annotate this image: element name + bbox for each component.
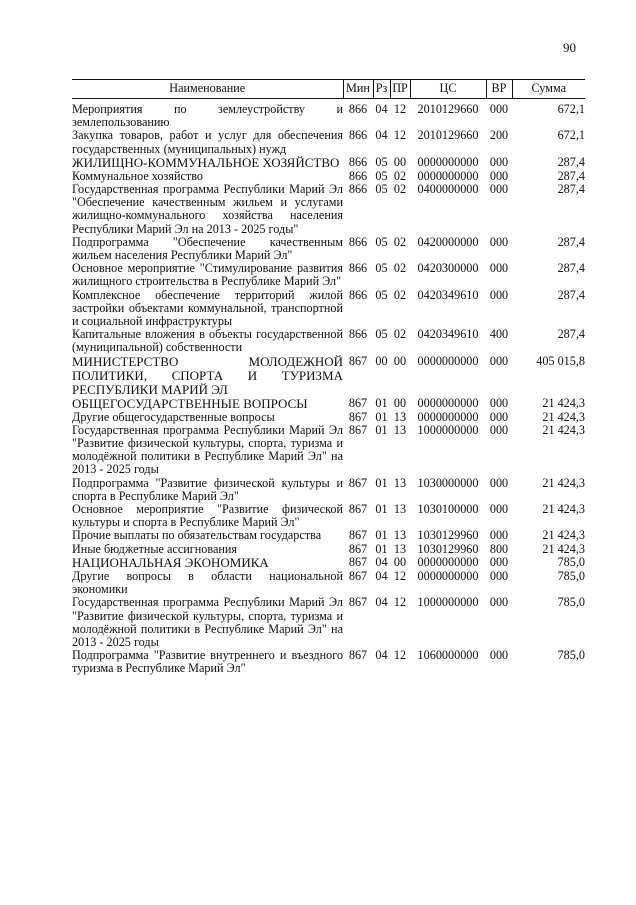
- cell-cs: 0420349610: [417, 327, 479, 342]
- table-row: [72, 183, 585, 236]
- cell-vr: 000: [489, 422, 509, 437]
- table-row: [72, 649, 585, 675]
- cell-pr: 13: [393, 502, 407, 517]
- header-min: Мин: [343, 80, 373, 99]
- cell-pr: 02: [393, 168, 407, 183]
- cell-min: 867: [348, 409, 368, 424]
- cell-vr: 400: [489, 327, 509, 342]
- table-row: [72, 477, 585, 503]
- cell-min: 867: [348, 353, 368, 368]
- cell-pr: 02: [393, 287, 407, 302]
- cell-min: 867: [348, 648, 368, 663]
- cell-pr: 13: [393, 541, 407, 556]
- cell-min: 867: [348, 475, 368, 490]
- cell-rz: 05: [375, 168, 388, 183]
- header-pr: ПР: [390, 80, 410, 99]
- cell-rz: 04: [375, 648, 388, 663]
- cell-name: Подпрограмма "Развитие физической культуры и спорта в Республике Марий Эл": [72, 475, 343, 503]
- cell-cs: 0420000000: [417, 234, 479, 249]
- cell-cs: 1030100000: [417, 502, 479, 517]
- table-row: [72, 156, 585, 170]
- cell-cs: 0000000000: [417, 395, 479, 410]
- table-row: [72, 99, 585, 130]
- table-row: [72, 543, 585, 556]
- cell-vr: 000: [489, 154, 509, 169]
- cell-vr: 000: [489, 595, 509, 610]
- cell-cs: 0000000000: [417, 409, 479, 424]
- cell-pr: 13: [393, 422, 407, 437]
- cell-vr: 000: [489, 287, 509, 302]
- cell-sum: 405 015,8: [536, 353, 585, 368]
- cell-cs: 1000000000: [417, 595, 479, 610]
- table-row: [72, 570, 585, 596]
- cell-min: 867: [348, 422, 368, 437]
- cell-cs: 1060000000: [417, 648, 479, 663]
- cell-name: Другие общегосударственные вопросы: [72, 409, 275, 424]
- cell-pr: 02: [393, 182, 407, 197]
- cell-name: Государственная программа Республики Марий Эл "Обеспечение качественным жильем и услугами жилищно-коммунального хозяйства населения Республики Марий Эл на 2013 - 2025 годы": [72, 182, 343, 236]
- cell-name: ЖИЛИЩНО-КОММУНАЛЬНОЕ ХОЗЯЙСТВО: [72, 154, 340, 170]
- cell-rz: 04: [375, 554, 388, 569]
- cell-cs: 0000000000: [417, 554, 479, 569]
- table-row: [72, 355, 585, 397]
- cell-pr: 02: [393, 327, 407, 342]
- cell-sum: 287,4: [557, 327, 585, 342]
- cell-name: НАЦИОНАЛЬНАЯ ЭКОНОМИКА: [72, 554, 269, 570]
- cell-min: 867: [348, 541, 368, 556]
- table-row: [72, 328, 585, 354]
- cell-rz: 01: [375, 502, 388, 517]
- cell-cs: 0420300000: [417, 261, 479, 276]
- cell-pr: 13: [393, 409, 407, 424]
- table-row: [72, 596, 585, 649]
- cell-min: 867: [348, 554, 368, 569]
- cell-name: Закупка товаров, работ и услуг для обеспечения государственных (муниципальных) нужд: [72, 128, 343, 156]
- cell-name: Капитальные вложения в объекты государственной (муниципальной) собственности: [72, 327, 343, 355]
- table-row: [72, 503, 585, 529]
- cell-cs: 0000000000: [417, 353, 479, 368]
- cell-sum: 287,4: [557, 287, 585, 302]
- cell-cs: 1030129960: [417, 528, 479, 543]
- cell-min: 866: [348, 168, 368, 183]
- cell-sum: 287,4: [557, 154, 585, 169]
- cell-min: 866: [348, 102, 368, 116]
- cell-vr: 000: [489, 182, 509, 197]
- cell-vr: 000: [489, 568, 509, 583]
- cell-rz: 04: [375, 128, 388, 143]
- cell-cs: 0400000000: [417, 182, 479, 197]
- cell-min: 866: [348, 287, 368, 302]
- cell-sum: 785,0: [557, 568, 585, 583]
- cell-name: Другие вопросы в области национальной экономики: [72, 568, 343, 597]
- cell-sum: 21 424,3: [542, 409, 585, 424]
- cell-vr: 000: [489, 234, 509, 249]
- cell-name: Подпрограмма "Обеспечение качественным жильем населения Республики Марий Эл": [72, 234, 343, 263]
- table-row: [72, 236, 585, 262]
- cell-rz: 05: [375, 327, 388, 342]
- cell-rz: 05: [375, 234, 388, 249]
- header-vr: ВР: [486, 80, 512, 99]
- cell-cs: 0000000000: [417, 154, 479, 169]
- cell-rz: 01: [375, 409, 388, 424]
- cell-name: Комплексное обеспечение территорий жилой застройки объектами коммунальной, транспортной и социальной инфраструктуры: [72, 287, 343, 329]
- cell-min: 866: [348, 182, 368, 197]
- cell-cs: 2010129660: [417, 102, 479, 116]
- cell-min: 867: [348, 568, 368, 583]
- cell-rz: 00: [375, 353, 388, 368]
- cell-vr: 000: [489, 528, 509, 543]
- cell-name: Подпрограмма "Развитие внутреннего и въездного туризма в Республике Марий Эл": [72, 648, 343, 676]
- cell-pr: 13: [393, 475, 407, 490]
- table-row: [72, 556, 585, 570]
- cell-pr: 00: [393, 353, 407, 368]
- cell-sum: 287,4: [557, 168, 585, 183]
- cell-sum: 21 424,3: [542, 528, 585, 543]
- cell-sum: 785,0: [557, 595, 585, 610]
- cell-pr: 12: [393, 595, 407, 610]
- cell-pr: 12: [393, 102, 407, 116]
- cell-name: Государственная программа Республики Марий Эл "Развитие физической культуры, спорта, туризма и молодёжной политики в Республике Марий Эл" на 2013 - 2025 годы: [72, 595, 343, 649]
- header-name: Наименование: [72, 80, 343, 99]
- table-body: [72, 99, 585, 676]
- cell-vr: 000: [489, 395, 509, 410]
- cell-sum: 21 424,3: [542, 502, 585, 517]
- cell-sum: 785,0: [557, 648, 585, 663]
- cell-sum: 287,4: [557, 234, 585, 249]
- cell-rz: 01: [375, 475, 388, 490]
- table-row: [72, 529, 585, 542]
- cell-cs: 0000000000: [417, 168, 479, 183]
- cell-name: МИНИСТЕРСТВО МОЛОДЕЖНОЙ ПОЛИТИКИ, СПОРТА И ТУРИЗМА РЕСПУБЛИКИ МАРИЙ ЭЛ: [72, 353, 343, 397]
- cell-rz: 05: [375, 182, 388, 197]
- cell-rz: 04: [375, 102, 388, 116]
- cell-name: Мероприятия по землеустройству и землепользованию: [72, 102, 343, 130]
- cell-sum: 287,4: [557, 261, 585, 276]
- table-header-row: [72, 80, 585, 99]
- cell-rz: 05: [375, 154, 388, 169]
- cell-sum: 287,4: [557, 182, 585, 197]
- table-row: [72, 424, 585, 477]
- cell-rz: 04: [375, 595, 388, 610]
- cell-vr: 000: [489, 475, 509, 490]
- cell-sum: 21 424,3: [542, 475, 585, 490]
- cell-rz: 05: [375, 287, 388, 302]
- cell-cs: 2010129660: [417, 128, 479, 143]
- cell-vr: 000: [489, 168, 509, 183]
- header-cs: ЦС: [410, 80, 486, 99]
- cell-pr: 00: [393, 554, 407, 569]
- cell-vr: 000: [489, 353, 509, 368]
- cell-cs: 0420349610: [417, 287, 479, 302]
- cell-vr: 200: [489, 128, 509, 143]
- cell-pr: 12: [393, 568, 407, 583]
- cell-pr: 00: [393, 154, 407, 169]
- cell-min: 867: [348, 502, 368, 517]
- cell-rz: 01: [375, 541, 388, 556]
- cell-min: 866: [348, 128, 368, 143]
- cell-sum: 21 424,3: [542, 541, 585, 556]
- cell-min: 867: [348, 528, 368, 543]
- table-row: [72, 397, 585, 411]
- cell-pr: 12: [393, 128, 407, 143]
- cell-vr: 000: [489, 409, 509, 424]
- cell-rz: 04: [375, 568, 388, 583]
- cell-vr: 000: [489, 102, 509, 116]
- cell-name: Основное мероприятие "Стимулирование развития жилищного строительства в Республике Марий Эл": [72, 261, 343, 289]
- cell-name: ОБЩЕГОСУДАРСТВЕННЫЕ ВОПРОСЫ: [72, 395, 308, 411]
- cell-vr: 000: [489, 554, 509, 569]
- cell-min: 866: [348, 154, 368, 169]
- cell-rz: 01: [375, 422, 388, 437]
- header-rz: Рз: [373, 80, 390, 99]
- table-row: [72, 289, 585, 329]
- table-row: [72, 129, 585, 155]
- budget-table: [72, 79, 585, 676]
- cell-pr: 13: [393, 528, 407, 543]
- cell-min: 867: [348, 395, 368, 410]
- cell-min: 866: [348, 327, 368, 342]
- cell-vr: 800: [489, 541, 509, 556]
- cell-sum: 21 424,3: [542, 422, 585, 437]
- cell-sum: 785,0: [557, 554, 585, 569]
- cell-cs: 1030000000: [417, 475, 479, 490]
- cell-sum: 21 424,3: [542, 395, 585, 410]
- cell-name: Государственная программа Республики Марий Эл "Развитие физической культуры, спорта, туризма и молодёжной политики в Республике Марий Эл" на 2013 - 2025 годы: [72, 422, 343, 477]
- cell-pr: 02: [393, 234, 407, 249]
- table-row: [72, 262, 585, 288]
- cell-vr: 000: [489, 648, 509, 663]
- cell-min: 866: [348, 261, 368, 276]
- cell-rz: 01: [375, 528, 388, 543]
- cell-vr: 000: [489, 261, 509, 276]
- cell-pr: 02: [393, 261, 407, 276]
- cell-rz: 01: [375, 395, 388, 410]
- cell-name: Иные бюджетные ассигнования: [72, 541, 238, 556]
- cell-min: 866: [348, 234, 368, 249]
- cell-cs: 0000000000: [417, 568, 479, 583]
- cell-name: Коммунальное хозяйство: [72, 168, 203, 183]
- header-sum: Сумма: [512, 80, 585, 99]
- cell-name: Прочие выплаты по обязательствам государства: [72, 528, 322, 543]
- cell-cs: 1030129960: [417, 541, 479, 556]
- cell-cs: 1000000000: [417, 422, 479, 437]
- page-number: 90: [563, 40, 576, 55]
- cell-min: 867: [348, 595, 368, 610]
- cell-pr: 12: [393, 648, 407, 663]
- cell-pr: 00: [393, 395, 407, 410]
- cell-sum: 672,1: [557, 128, 585, 143]
- cell-name: Основное мероприятие "Развитие физической культуры и спорта в Республике Марий Эл": [72, 502, 343, 530]
- table-row: [72, 411, 585, 424]
- cell-sum: 672,1: [557, 102, 585, 116]
- cell-rz: 05: [375, 261, 388, 276]
- cell-vr: 000: [489, 502, 509, 517]
